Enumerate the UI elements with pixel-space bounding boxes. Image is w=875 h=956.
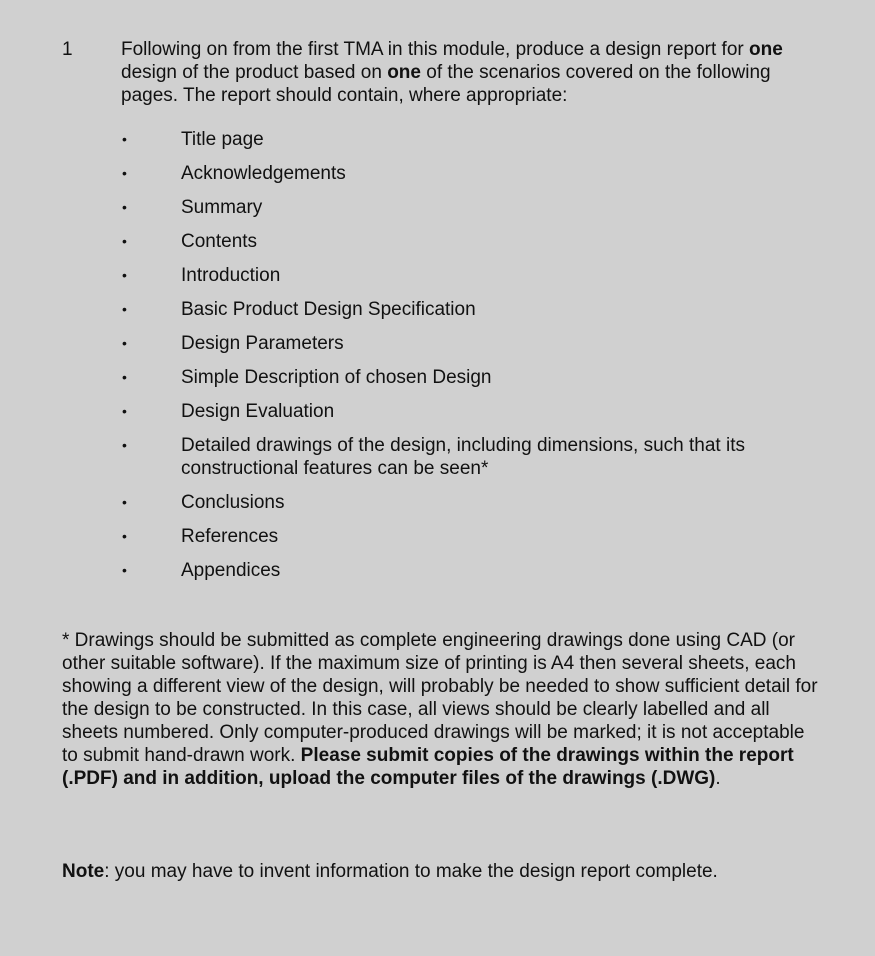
bullet-icon: • <box>122 369 127 385</box>
bullet-icon: • <box>122 131 127 147</box>
list-item <box>0 491 801 514</box>
list-item-text: Design Evaluation <box>181 401 335 422</box>
list-item-text: Conclusions <box>181 492 285 513</box>
list-item <box>0 559 801 582</box>
list-item-text: Contents <box>181 231 258 252</box>
intro-text-3: of the scenarios covered on the following pages. The report should contain, where appropriate: <box>121 62 771 106</box>
bullet-icon: • <box>122 403 127 419</box>
note-text: : you may have to invent information to make the design report complete. <box>104 861 718 882</box>
list-item <box>0 196 801 219</box>
footnote-bold: Please submit copies of the drawings within the report (.PDF) and in addition, upload the computer files of the drawings (.DWG) <box>62 745 794 789</box>
list-item <box>0 264 801 287</box>
list-item-text: References <box>181 526 279 547</box>
list-item-text: Acknowledgements <box>181 163 346 184</box>
bullet-icon: • <box>122 165 127 181</box>
list-item-text: Detailed drawings of the design, including dimensions, such that its constructional features can be seen* <box>181 435 745 479</box>
bullet-icon: • <box>122 233 127 249</box>
list-item-text: Title page <box>181 129 264 150</box>
bullet-icon: • <box>122 199 127 215</box>
bullet-icon: • <box>122 335 127 351</box>
list-item <box>0 128 801 151</box>
question-intro <box>121 38 821 107</box>
drawings-footnote <box>62 629 822 790</box>
list-item <box>0 230 801 253</box>
list-item-text: Basic Product Design Specification <box>181 299 476 320</box>
list-item <box>0 434 801 480</box>
intro-text-2: design of the product based on <box>121 62 388 83</box>
list-item-text: Appendices <box>181 560 281 581</box>
bullet-icon: • <box>122 494 127 510</box>
intro-text-1: Following on from the first TMA in this module, produce a design report for <box>121 39 750 60</box>
bullet-icon: • <box>122 267 127 283</box>
list-item-text: Summary <box>181 197 263 218</box>
question-number: 1 <box>62 39 73 60</box>
bullet-icon: • <box>122 528 127 544</box>
note-paragraph <box>62 860 822 883</box>
bullet-icon: • <box>122 301 127 317</box>
footnote-text: * Drawings should be submitted as complete engineering drawings done using CAD (or other suitable software). If the maximum size of printing is A4 then several sheets, each showing a different view of the design, will probably be needed to show sufficient detail for the design to be constructed. In this case, all views should be clearly labelled and all sheets numbered. Only computer-produced drawings will be marked; it is not acceptable to submit hand-drawn work. <box>62 630 818 766</box>
bullet-icon: • <box>122 562 127 578</box>
list-item <box>0 366 801 389</box>
list-item <box>0 332 801 355</box>
list-item-text: Simple Description of chosen Design <box>181 367 492 388</box>
list-item-text: Introduction <box>181 265 281 286</box>
report-contents-list <box>0 128 801 593</box>
list-item <box>0 400 801 423</box>
list-item-text: Design Parameters <box>181 333 344 354</box>
intro-bold-2: one <box>387 62 421 83</box>
bullet-icon: • <box>122 437 127 453</box>
footnote-end: . <box>715 768 721 789</box>
list-item <box>0 162 801 185</box>
intro-bold-1: one <box>749 39 783 60</box>
note-label: Note <box>62 861 105 882</box>
list-item <box>0 525 801 548</box>
list-item <box>0 298 801 321</box>
